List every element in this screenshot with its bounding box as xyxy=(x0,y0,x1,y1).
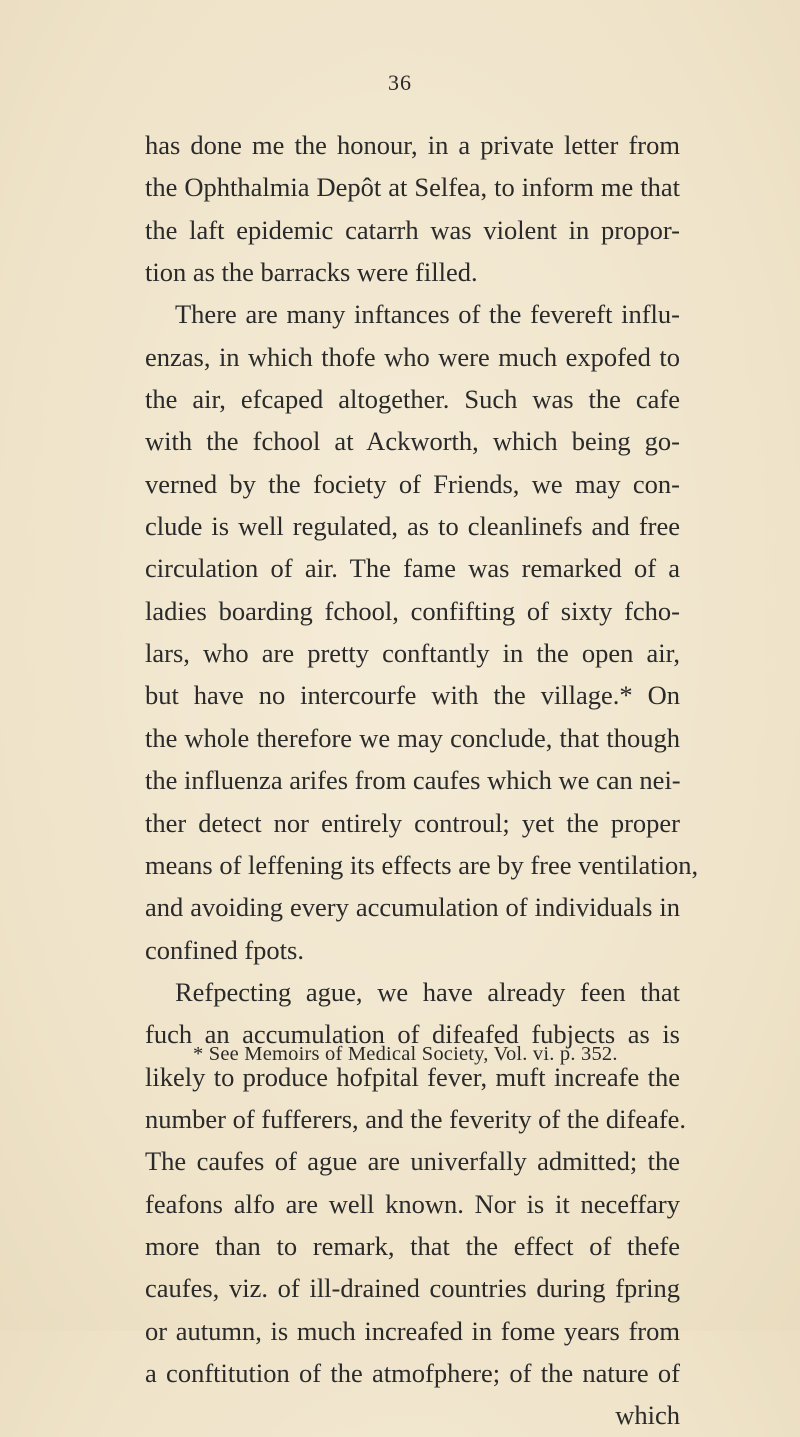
text-line: tion as the barracks were filled. xyxy=(145,257,478,288)
page-number: 36 xyxy=(388,70,412,95)
text-line: clude is well regulated, as to cleanlinefs and free xyxy=(145,511,680,542)
text-line: but have no intercourfe with the village.* On xyxy=(145,680,680,711)
text-line: fuch an accumulation of difeafed fubjects as is xyxy=(145,1019,680,1050)
text-line: the air, efcaped altogether. Such was the cafe xyxy=(145,384,680,415)
text-line: has done me the honour, in a private letter from xyxy=(145,130,680,160)
text-line: means of leffening its effects are by free ventilation, xyxy=(145,849,699,880)
text-line: ther detect nor entirely controul; yet the proper xyxy=(145,807,680,838)
text-line: number of fufferers, and the feverity of the difeafe. xyxy=(145,1103,687,1134)
footnote: * See Memoirs of Medical Society, Vol. vi. p. 352. xyxy=(193,1043,618,1065)
body-text xyxy=(145,124,699,1437)
text-line: the laft epidemic catarrh was violent in propor- xyxy=(145,214,680,245)
text-line: confined fpots. xyxy=(145,934,304,965)
text-line: likely to produce hofpital fever, muft increafe the xyxy=(145,1061,680,1092)
text-line: feafons alfo are well known. Nor is it neceffary xyxy=(145,1188,680,1219)
text-line: There are many inftances of the fevereft influ- xyxy=(175,299,680,330)
text-line: with the fchool at Ackworth, which being go- xyxy=(145,426,680,457)
text-line: or autumn, is much increafed in fome years from xyxy=(145,1315,680,1346)
text-line: a conftitution of the atmofphere; of the nature of xyxy=(145,1357,680,1388)
text-line: verned by the fociety of Friends, we may con- xyxy=(145,468,680,499)
text-line: circulation of air. The fame was remarked of a xyxy=(145,553,680,584)
text-line: Refpecting ague, we have already feen that xyxy=(175,976,680,1007)
text-line: the Ophthalmia Depôt at Selfea, to inform me that xyxy=(145,172,680,203)
text-line: more than to remark, that the effect of thefe xyxy=(145,1230,680,1261)
text-line: The caufes of ague are univerfally admitted; the xyxy=(145,1146,680,1177)
text-line: ladies boarding fchool, confifting of sixty fcho- xyxy=(145,595,680,626)
text-line: the influenza arifes from caufes which we can nei- xyxy=(145,765,681,796)
text-line: lars, who are pretty conftantly in the open air, xyxy=(145,638,680,669)
text-line: the whole therefore we may conclude, that though xyxy=(145,722,680,753)
catchword: which xyxy=(615,1400,680,1431)
text-line: caufes, viz. of ill-drained countries during fpring xyxy=(145,1273,680,1304)
text-line: enzas, in which thofe who were much expofed to xyxy=(145,341,680,372)
text-line: and avoiding every accumulation of individuals in xyxy=(145,892,680,923)
